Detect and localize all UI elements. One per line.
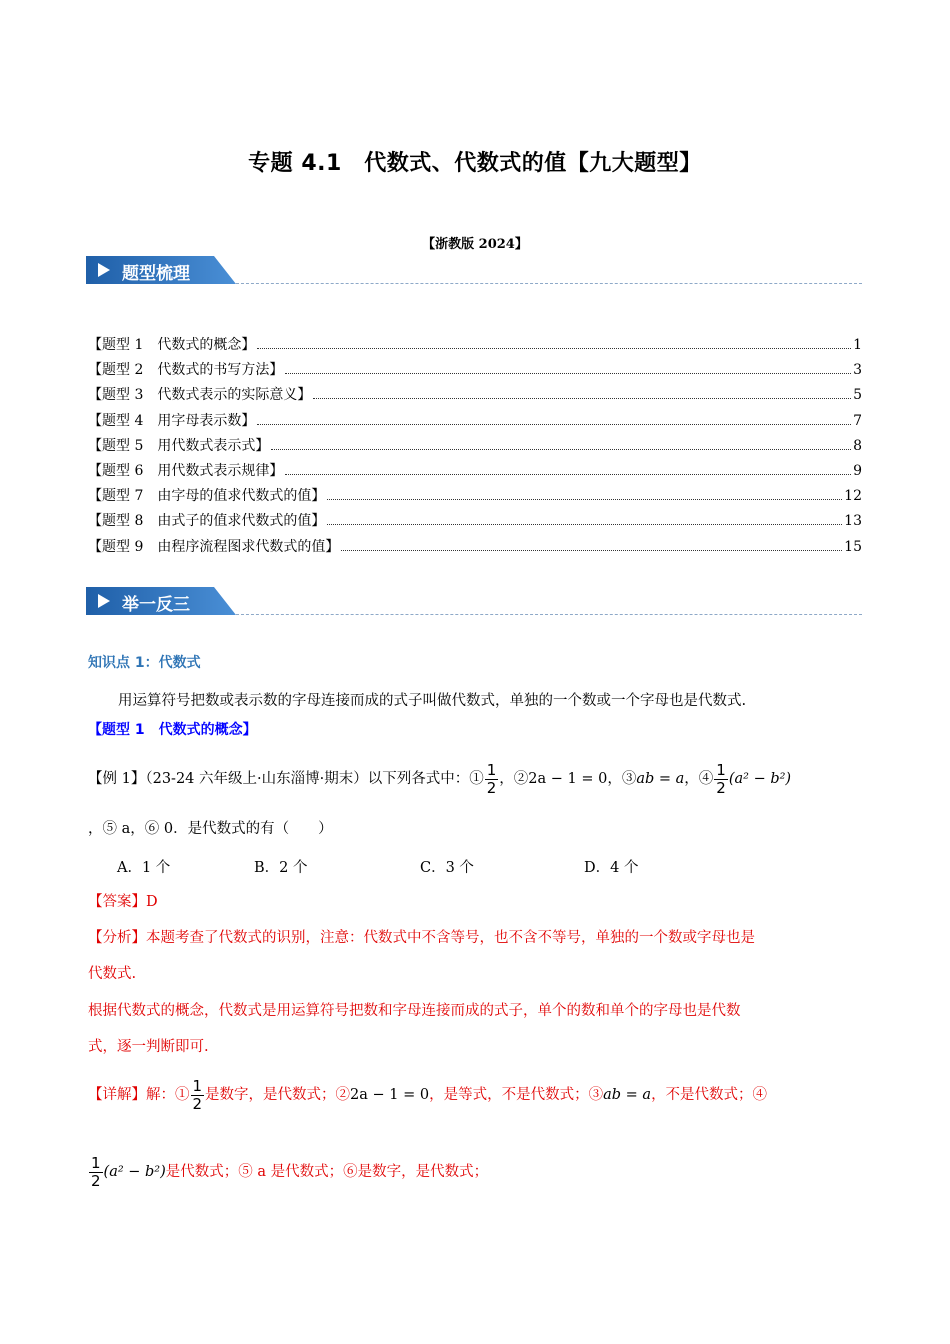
fraction-numerator: 1 xyxy=(91,1153,101,1172)
fraction-denominator: 2 xyxy=(486,778,497,797)
toc-leader-dots xyxy=(257,348,851,349)
option-b: B．2 个 xyxy=(254,860,308,876)
equation-3: ab = a xyxy=(636,771,685,787)
edition-label: 【浙教版 2024】 xyxy=(422,237,528,252)
toc-entry[interactable] xyxy=(88,410,862,435)
option-d: D．4 个 xyxy=(584,860,639,876)
toc-leader-dots xyxy=(313,398,851,399)
expression-4: (a² − b²) xyxy=(103,1164,166,1180)
analysis-line-1 xyxy=(88,928,863,948)
table-of-contents xyxy=(88,334,862,561)
fraction xyxy=(714,762,728,797)
fraction-denominator: 2 xyxy=(91,1171,101,1190)
item-marker: ④ xyxy=(698,771,714,787)
toc-entry[interactable] xyxy=(88,460,862,485)
example-label: 【例 1】 xyxy=(88,771,146,787)
toc-entry-title: 【题型 5 用代数式表示式】 xyxy=(88,437,270,454)
toc-leader-dots xyxy=(271,449,851,450)
answer-value: D xyxy=(146,894,158,910)
detail-label: 【详解】 xyxy=(88,1087,146,1103)
fraction xyxy=(485,762,499,797)
fraction-numerator: 1 xyxy=(716,760,726,779)
expression-4: (a² − b²) xyxy=(728,771,792,787)
toc-entry[interactable] xyxy=(88,334,862,359)
toc-entry-title: 【题型 6 用代数式表示规律】 xyxy=(88,462,284,479)
toc-entry-page: 9 xyxy=(853,462,862,479)
toc-leader-dots xyxy=(257,424,851,425)
analysis-text: 本题考查了代数式的识别，注意：代数式中不含等号，也不含不等号，单独的一个数或字母也是 xyxy=(146,930,755,946)
toc-entry-title: 【题型 3 代数式表示的实际意义】 xyxy=(88,387,312,404)
option-c: C．3 个 xyxy=(420,860,474,876)
knowledge-text: 用运算符号把数或表示数的字母连接而成的式子叫做代数式，单独的一个数或一个字母也是代数式. xyxy=(118,693,747,709)
toc-entry-page: 1 xyxy=(853,337,862,353)
section-divider xyxy=(236,283,862,284)
detail-text: 是数字，是代数式；② xyxy=(205,1087,351,1103)
toc-leader-dots xyxy=(327,499,842,500)
toc-entry-title: 【题型 4 用字母表示数】 xyxy=(88,412,256,429)
toc-entry-title: 【题型 1 代数式的概念】 xyxy=(88,337,256,353)
play-arrow-icon xyxy=(98,594,110,608)
item-marker: ③ xyxy=(621,771,637,787)
answer-label: 【答案】 xyxy=(88,894,146,910)
detail-line-1 xyxy=(88,1076,863,1114)
example-1-question-cont: ，⑤ a，⑥ 0．是代数式的有（ ） xyxy=(88,821,333,837)
toc-entry[interactable] xyxy=(88,359,862,384)
equation-2: 2a − 1 = 0 xyxy=(350,1087,430,1103)
fraction-numerator: 1 xyxy=(486,760,497,779)
analysis-line-2: 代数式. xyxy=(88,966,137,982)
option-a: A．1 个 xyxy=(117,860,171,876)
toc-entry-page: 7 xyxy=(853,412,862,429)
toc-entry-page: 3 xyxy=(853,362,862,379)
fraction xyxy=(191,1078,205,1113)
toc-section-label: 题型梳理 xyxy=(122,264,190,284)
toc-leader-dots xyxy=(285,373,851,374)
toc-leader-dots xyxy=(327,524,842,525)
toc-entry-title: 【题型 7 由字母的值求代数式的值】 xyxy=(88,488,326,505)
toc-entry-page: 15 xyxy=(844,538,862,555)
fraction-denominator: 2 xyxy=(192,1094,203,1113)
toc-entry[interactable] xyxy=(88,536,862,561)
fraction xyxy=(89,1155,103,1190)
fraction-numerator: 1 xyxy=(192,1076,203,1095)
detail-text: ，不是代数式；④ xyxy=(651,1087,768,1103)
toc-entry[interactable] xyxy=(88,510,862,535)
toc-entry-title: 【题型 8 由式子的值求代数式的值】 xyxy=(88,513,326,530)
toc-entry-page: 5 xyxy=(853,387,862,404)
practice-section-label: 举一反三 xyxy=(122,595,190,615)
page-title: 专题 4.1 代数式、代数式的值【九大题型】 xyxy=(248,151,702,176)
detail-text: ，是等式，不是代数式；③ xyxy=(429,1087,604,1103)
toc-entry[interactable] xyxy=(88,435,862,460)
analysis-line-4: 式，逐一判断即可. xyxy=(88,1039,209,1055)
play-arrow-icon xyxy=(98,263,110,277)
practice-section-header xyxy=(86,587,862,617)
item-marker: ① xyxy=(469,771,484,787)
item-marker: ② xyxy=(513,771,529,787)
detail-line-2 xyxy=(88,1152,863,1192)
toc-entry-page: 12 xyxy=(844,488,862,505)
toc-entry-title: 【题型 2 代数式的书写方法】 xyxy=(88,362,284,379)
toc-leader-dots xyxy=(341,550,842,551)
fraction-denominator: 2 xyxy=(716,778,726,797)
example-source: （23-24 六年级上·山东淄博·期末）以下列各式中： xyxy=(145,771,470,787)
toc-entry[interactable] xyxy=(88,384,862,409)
toc-section-header xyxy=(86,256,862,286)
knowledge-point-heading: 知识点 1：代数式 xyxy=(88,655,201,671)
toc-entry[interactable] xyxy=(88,485,862,510)
equation-2: 2a − 1 = 0 xyxy=(528,771,608,787)
analysis-label: 【分析】 xyxy=(88,930,146,946)
analysis-line-3: 根据代数式的概念，代数式是用运算符号把数和字母连接而成的式子，单个的数和单个的字母也是代数 xyxy=(88,1003,741,1019)
type1-heading: 【题型 1 代数式的概念】 xyxy=(88,722,257,738)
toc-entry-title: 【题型 9 由程序流程图求代数式的值】 xyxy=(88,538,340,555)
toc-entry-page: 8 xyxy=(853,437,862,454)
example-1-question: 【例 1】（23-24 六年级上·山东淄博·期末）以下列各式中：① $\frac{1}{2}$ ，②2a − 1 = 0，③ab = a，④ $\frac{1}{2}$ (a² − b²) xyxy=(88,760,792,797)
toc-leader-dots xyxy=(285,474,851,475)
detail-text: 解：① xyxy=(146,1087,190,1103)
equation-3: ab = a xyxy=(603,1087,652,1103)
section-divider xyxy=(236,614,862,615)
detail-text: 是代数式；⑤ a 是代数式；⑥是数字，是代数式； xyxy=(165,1164,489,1180)
toc-entry-page: 13 xyxy=(844,513,862,530)
answer xyxy=(88,892,863,912)
